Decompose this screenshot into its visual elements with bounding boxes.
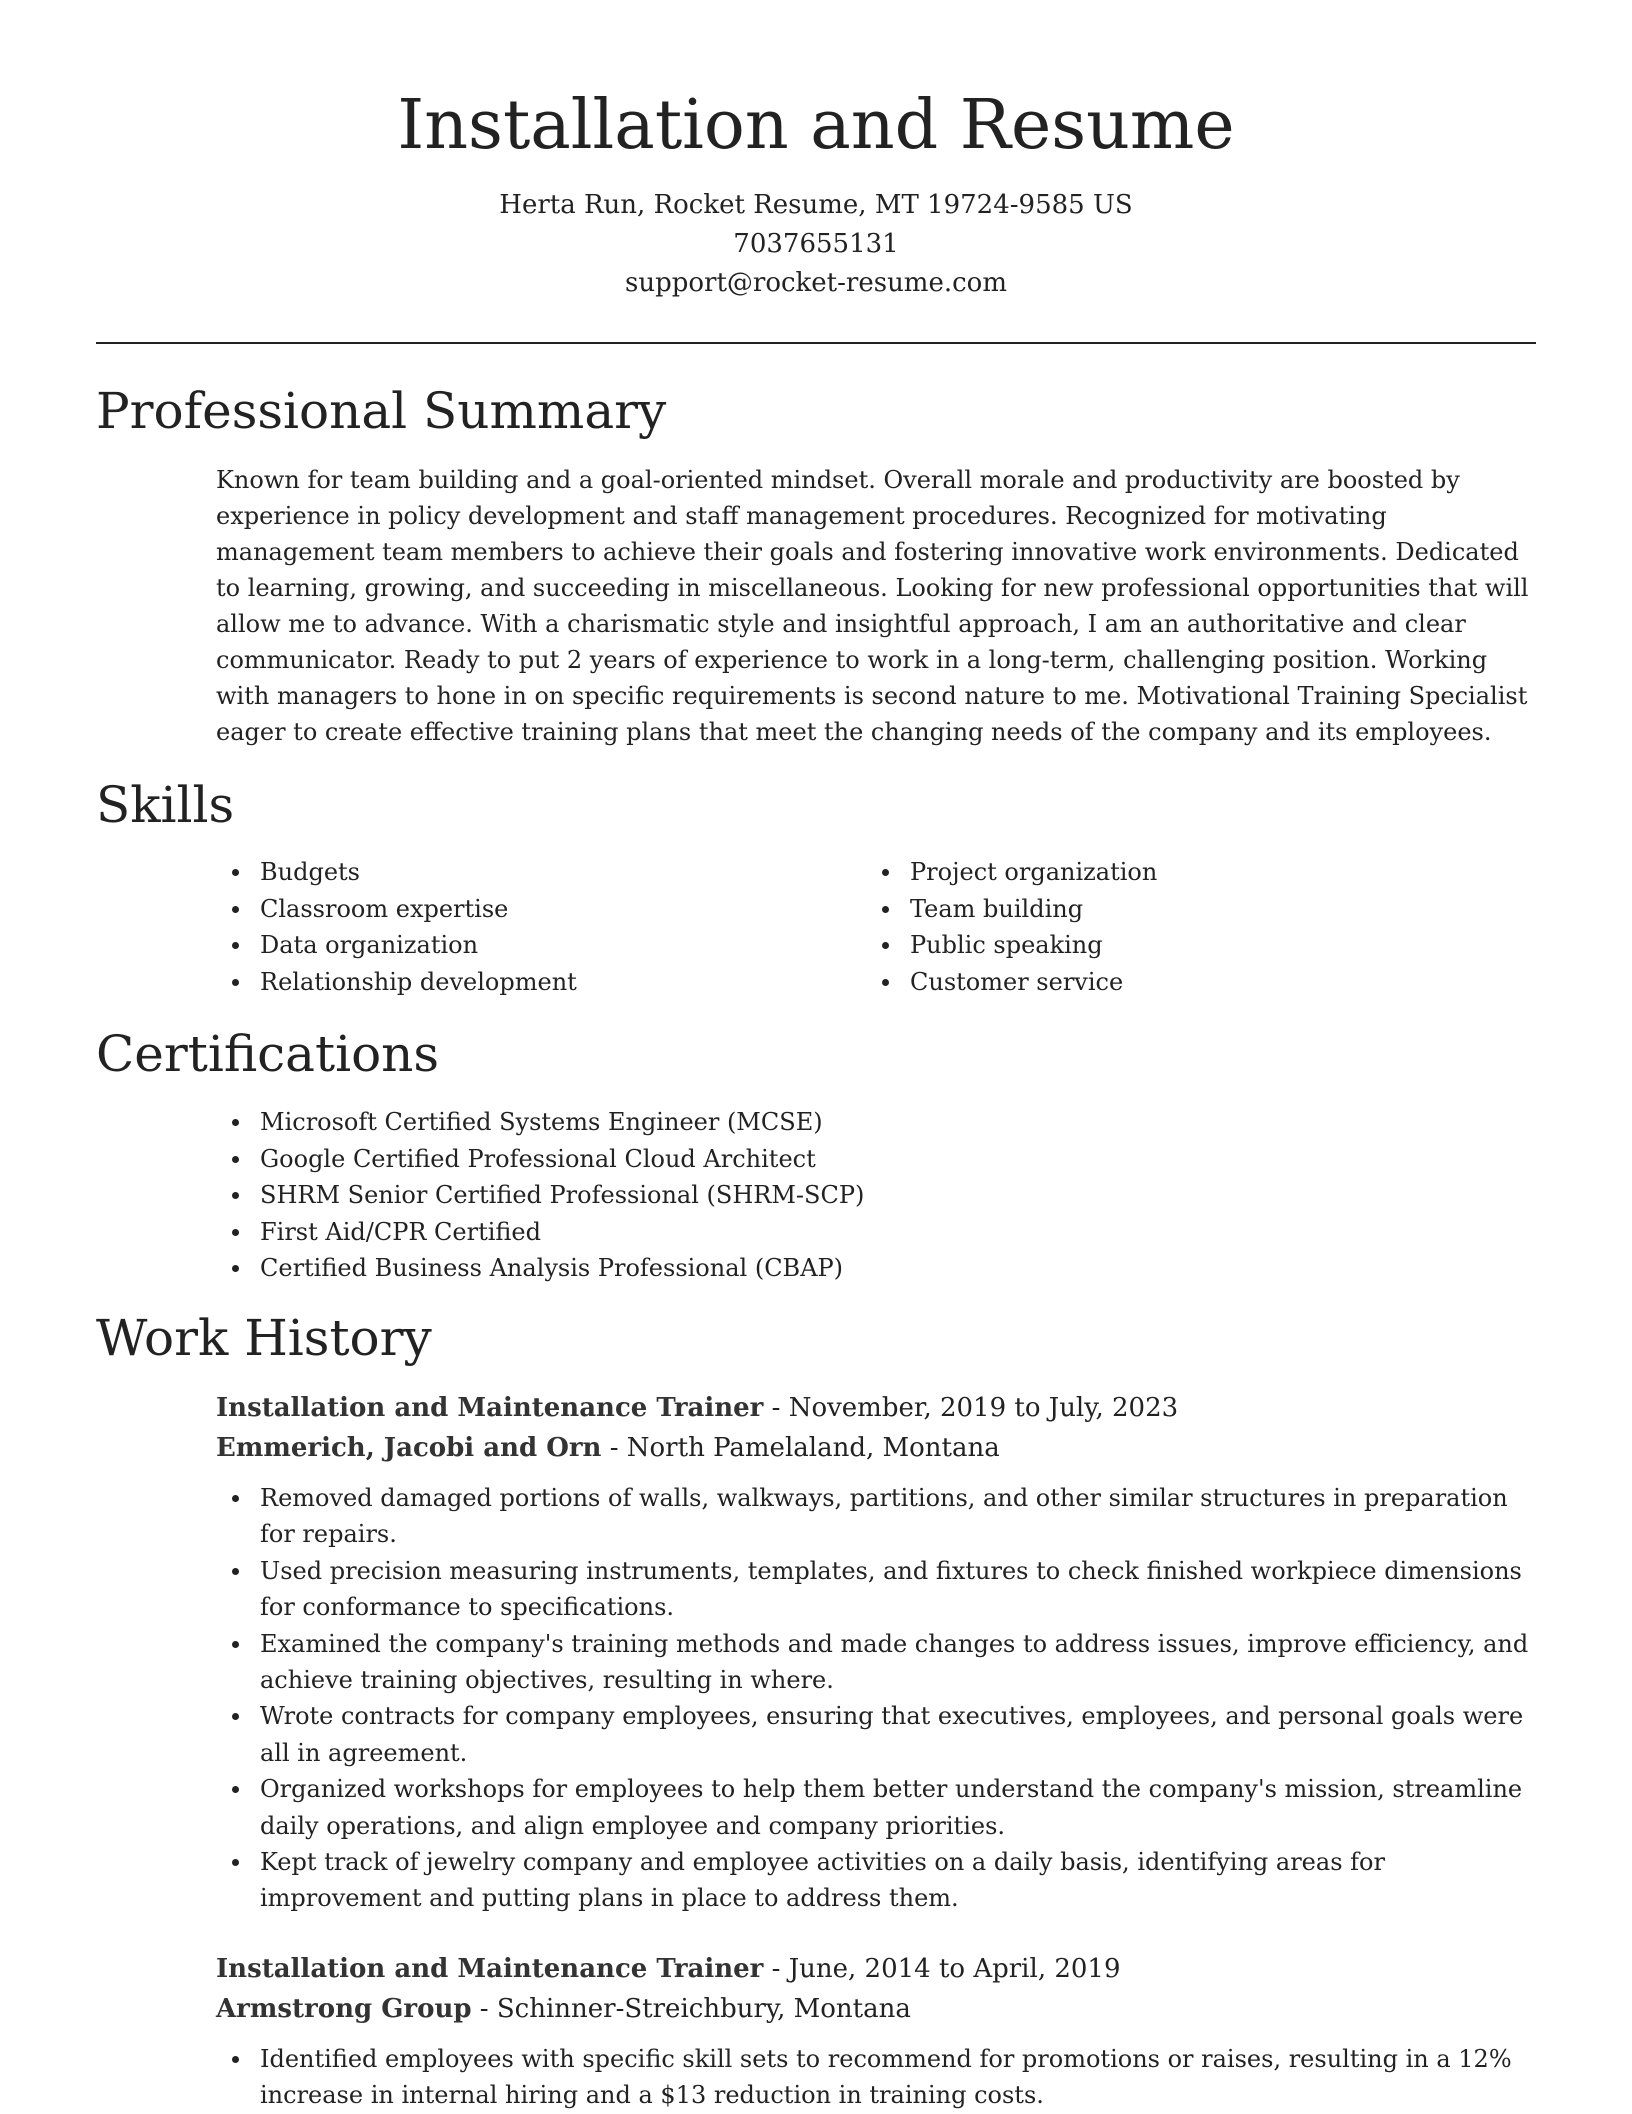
certifications-list-wrapper (216, 1104, 1536, 1287)
job-company-line (216, 1428, 1536, 1468)
certifications-list (216, 1104, 1536, 1287)
skill-item: Project organization (866, 854, 1536, 891)
job-entry (216, 1388, 1536, 1917)
summary-heading: Professional Summary (96, 382, 667, 440)
work-history-heading: Work History (96, 1309, 432, 1367)
skill-item: Team building (866, 891, 1536, 928)
summary-text: Known for team building and a goal-oriented mindset. Overall morale and productivity are boosted by experience in policy development and staff management procedures. Recognized for motivating management team members to achieve their goals and fostering innovative work environments. Dedicated to learning, growing, and succeeding in miscellaneous. Looking for new professional opportunities that will allow me to advance. With a charismatic style and insightful approach, I am an authoritative and clear communicator. Ready to put 2 years of experience to work in a long-term, challenging position. Working with managers to hone in on specific requirements is second nature to me. Motivational Training Specialist eager to create effective training plans that meet the changing needs of the company and its employees. (216, 466, 1529, 746)
job-entry (216, 1949, 1536, 2114)
resume-header (0, 0, 1632, 303)
skill-item: Customer service (866, 964, 1536, 1001)
job-duty-item: Used precision measuring instruments, templates, and fixtures to check finished workpiece dimensions for conformance to specifications. (216, 1553, 1536, 1626)
job-dates: - November, 2019 to July, 2023 (763, 1393, 1179, 1423)
certification-item: SHRM Senior Certified Professional (SHRM-SCP) (216, 1177, 1536, 1214)
skill-item: Relationship development (216, 964, 856, 1001)
certification-item: Microsoft Certified Systems Engineer (MCSE) (216, 1104, 1536, 1141)
skill-item: Classroom expertise (216, 891, 856, 928)
job-title-line (216, 1388, 1536, 1428)
skills-left-list (216, 854, 856, 1000)
email: support@rocket-resume.com (624, 268, 1007, 298)
job-duty-item: Wrote contracts for company employees, ensuring that executives, employees, and personal goals were all in agreement. (216, 1698, 1536, 1771)
job-title: Installation and Maintenance Trainer (216, 1393, 764, 1423)
skills-right-column (866, 854, 1536, 1000)
address: Herta Run, Rocket Resume, MT 19724-9585 US (499, 190, 1133, 220)
job-duty-item: Organized workshops for employees to help them better understand the company's mission, streamline daily operations, and align employee and company priorities. (216, 1771, 1536, 1844)
job-title: Installation and Maintenance Trainer (216, 1954, 764, 1984)
certification-item: First Aid/CPR Certified (216, 1214, 1536, 1251)
skills-left-column (216, 854, 856, 1000)
job-duty-item: Identified employees with specific skill sets to recommend for promotions or raises, resulting in a 12% increase in internal hiring and a $13 reduction in training costs. (216, 2041, 1536, 2114)
candidate-name: Installation and Resume (397, 86, 1235, 165)
certifications-heading: Certifications (96, 1025, 440, 1083)
skill-item: Public speaking (866, 927, 1536, 964)
job-duty-item: Kept track of jewelry company and employee activities on a daily basis, identifying areas for improvement and putting plans in place to address them. (216, 1844, 1536, 1917)
phone: 7037655131 (733, 229, 899, 259)
job-duty-item: Examined the company's training methods and made changes to address issues, improve efficiency, and achieve training objectives, resulting in where. (216, 1626, 1536, 1699)
skills-heading: Skills (96, 776, 235, 834)
skill-item: Budgets (216, 854, 856, 891)
skills-right-list (866, 854, 1536, 1000)
job-duties-list (216, 1480, 1536, 1917)
job-company: Armstrong Group (216, 1994, 472, 2024)
job-duties-list (216, 2041, 1536, 2114)
job-dates: - June, 2014 to April, 2019 (763, 1954, 1121, 1984)
job-duties (216, 2041, 1536, 2114)
job-company: Emmerich, Jacobi and Orn (216, 1433, 602, 1463)
job-duties (216, 1480, 1536, 1917)
job-company-line (216, 1989, 1536, 2029)
job-duty-item: Removed damaged portions of walls, walkways, partitions, and other similar structures in preparation for repairs. (216, 1480, 1536, 1553)
certification-item: Certified Business Analysis Professional (CBAP) (216, 1250, 1536, 1287)
job-location: - Schinner-Streichbury, Montana (471, 1994, 911, 2024)
skill-item: Data organization (216, 927, 856, 964)
contact-info (0, 186, 1632, 303)
job-title-line (216, 1949, 1536, 1989)
header-divider (96, 342, 1536, 344)
certification-item: Google Certified Professional Cloud Architect (216, 1141, 1536, 1178)
job-location: - North Pamelaland, Montana (601, 1433, 1000, 1463)
